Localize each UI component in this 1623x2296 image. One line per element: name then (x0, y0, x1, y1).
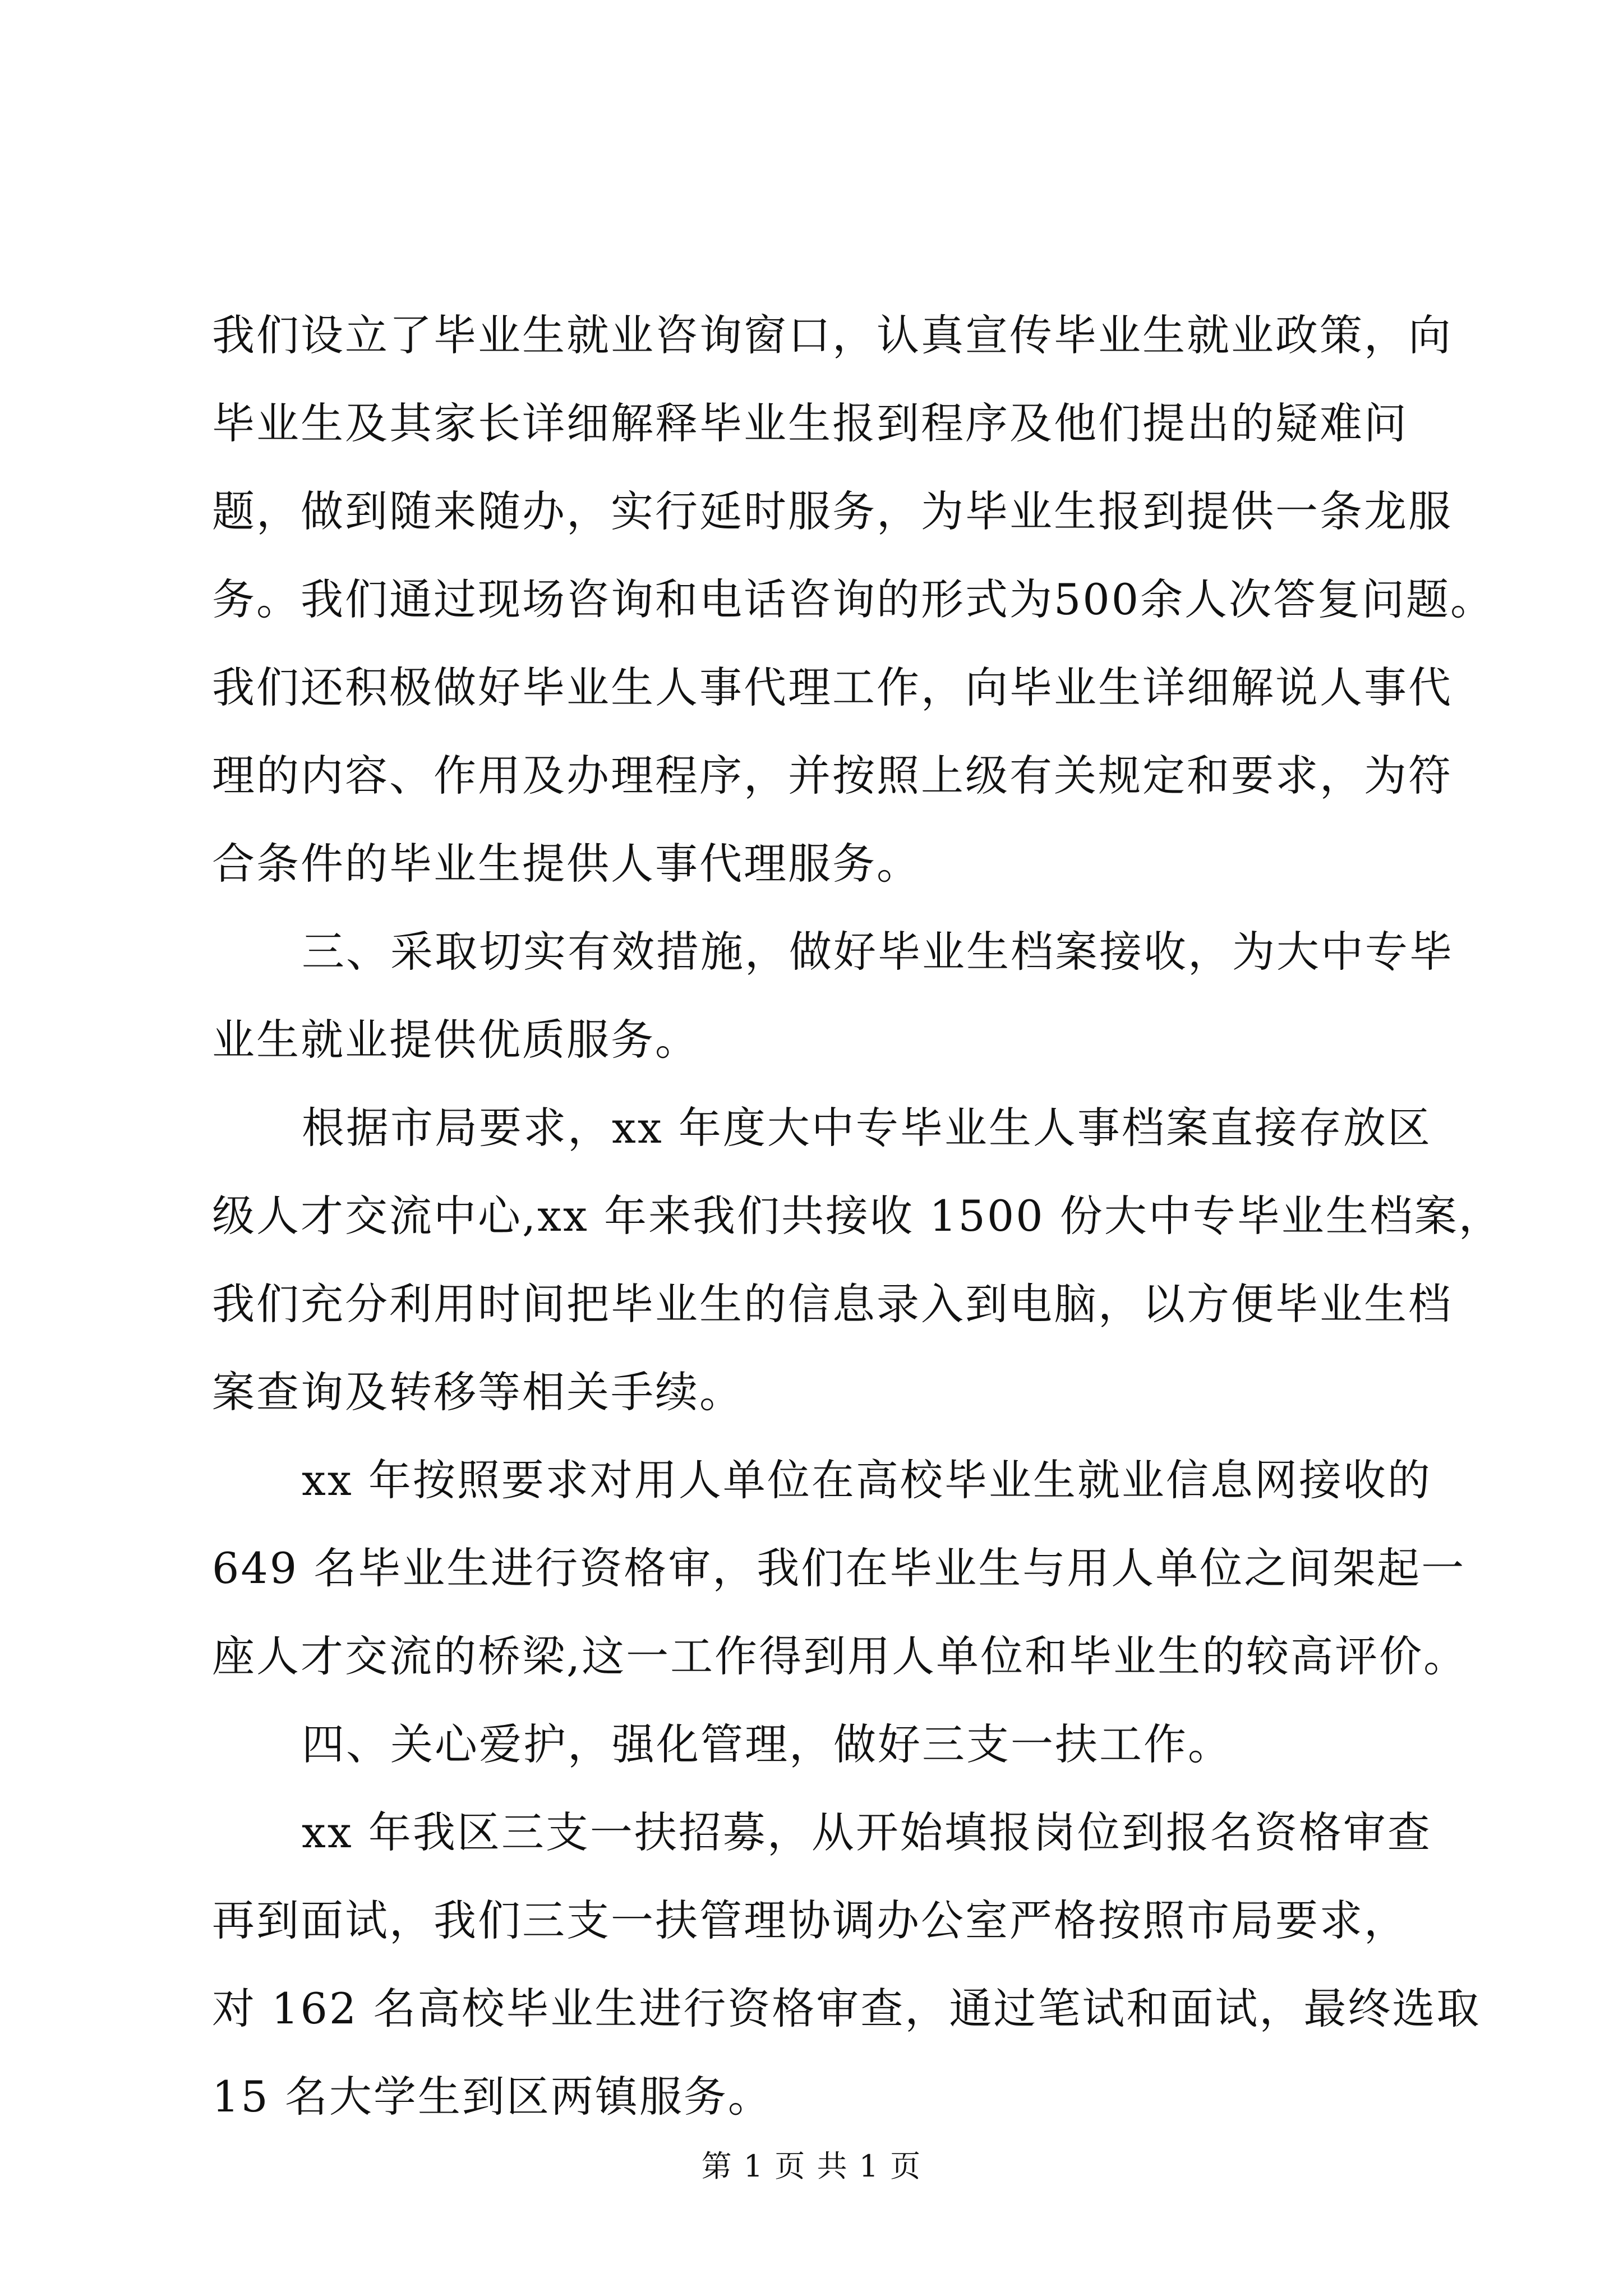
section-heading-line: 业生就业提供优质服务。 (212, 1015, 699, 1065)
paragraph-line: 我们还积极做好毕业生人事代理工作，向毕业生详细解说人事代 (212, 662, 1453, 712)
paragraph-line: 务。我们通过现场咨询和电话咨询的形式为500余人次答复问题。 (212, 574, 1495, 624)
paragraph-line: 649 名毕业生进行资格审，我们在毕业生与用人单位之间架起一 (212, 1543, 1466, 1593)
paragraph-line: 合条件的毕业生提供人事代理服务。 (212, 839, 921, 889)
page-number-footer: 第 1 页 共 1 页 (701, 2148, 922, 2184)
paragraph-line: 题，做到随来随办，实行延时服务，为毕业生报到提供一条龙服 (212, 486, 1453, 536)
paragraph-line: 案查询及转移等相关手续。 (212, 1367, 744, 1417)
paragraph-line: 我们充分利用时间把毕业生的信息录入到电脑，以方便毕业生档 (212, 1279, 1453, 1329)
paragraph-line: 15 名大学生到区两镇服务。 (212, 2072, 772, 2122)
paragraph-line: 根据市局要求，xx 年度大中专毕业生人事档案直接存放区 (302, 1103, 1432, 1153)
paragraph-line: 座人才交流的桥梁,这一工作得到用人单位和毕业生的较高评价。 (212, 1631, 1468, 1681)
paragraph-line: 级人才交流中心,xx 年来我们共接收 1500 份大中专毕业生档案， (212, 1191, 1503, 1241)
paragraph-line: 毕业生及其家长详细解释毕业生报到程序及他们提出的疑难问 (212, 398, 1408, 448)
paragraph-line: 再到面试，我们三支一扶管理协调办公室严格按照市局要求， (212, 1895, 1408, 1945)
paragraph-line: 理的内容、作用及办理程序，并按照上级有关规定和要求，为符 (212, 751, 1453, 800)
paragraph-line: xx 年按照要求对用人单位在高校毕业生就业信息网接收的 (302, 1455, 1432, 1505)
section-heading-line: 四、关心爱护，强化管理，做好三支一扶工作。 (302, 1719, 1232, 1769)
paragraph-line: 对 162 名高校毕业生进行资格审查，通过笔试和面试，最终选取 (212, 1984, 1481, 2033)
paragraph-line: 我们设立了毕业生就业咨询窗口，认真宣传毕业生就业政策，向 (212, 310, 1453, 360)
section-heading-line: 三、采取切实有效措施，做好毕业生档案接收，为大中专毕 (302, 927, 1454, 977)
paragraph-line: xx 年我区三支一扶招募，从开始填报岗位到报名资格审查 (302, 1807, 1432, 1857)
